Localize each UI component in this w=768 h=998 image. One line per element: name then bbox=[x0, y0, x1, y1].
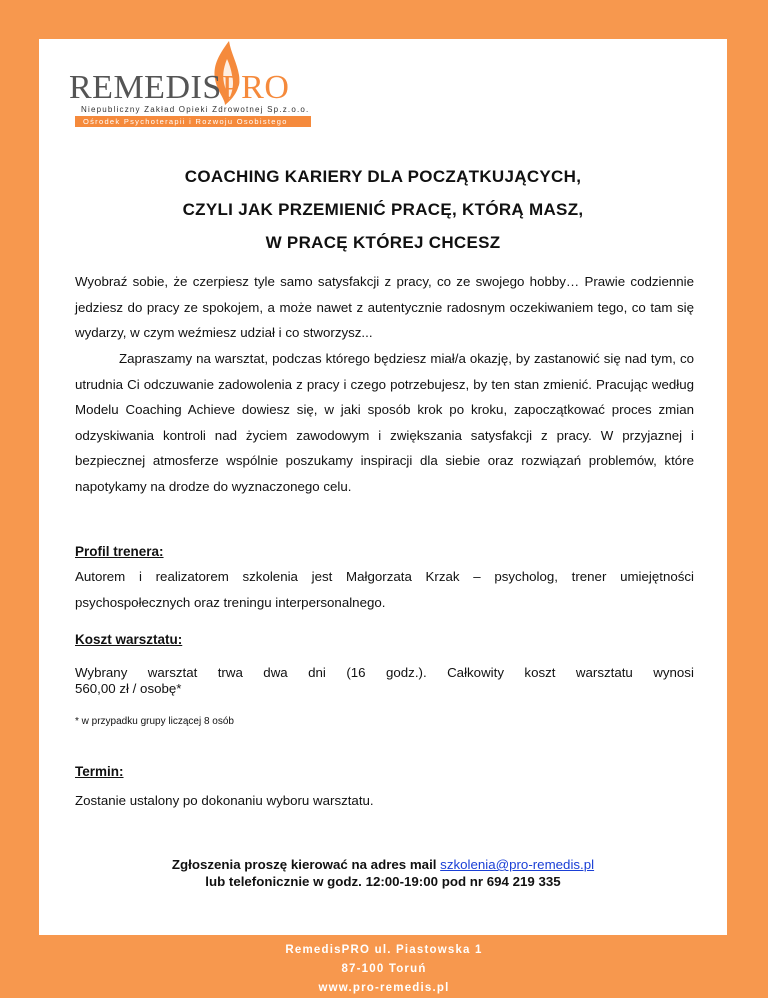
intro-paragraph-1: Wyobraź sobie, że czerpiesz tyle samo satysfakcji z pracy, co ze swojego hobby… Prawie codziennie jedziesz do pracy ze spokojem, a może nawet z autentycznie radosnym oczekiwaniem tego, co tam się wydarzy, w czym weźmiesz udział i co stworzysz... bbox=[75, 274, 694, 341]
logo-brand-part2: PRO bbox=[221, 69, 290, 106]
title-line-3: W PRACĘ KTÓREJ CHCESZ bbox=[265, 233, 501, 252]
document-page bbox=[39, 39, 727, 935]
contact-block bbox=[39, 856, 727, 890]
termin-heading: Termin: bbox=[75, 764, 124, 779]
footer-website: www.pro-remedis.pl bbox=[318, 982, 450, 994]
koszt-word: koszt bbox=[524, 665, 556, 680]
logo-subtitle: Niepubliczny Zakład Opieki Zdrowotnej Sp.z.o.o. bbox=[81, 105, 310, 114]
company-logo bbox=[69, 41, 329, 131]
contact-prefix: Zgłoszenia proszę kierować na adres mail bbox=[171, 857, 441, 872]
koszt-price: 560,00 zł / osobę* bbox=[75, 681, 182, 696]
logo-wordmark bbox=[69, 71, 289, 105]
koszt-word: godz.). bbox=[385, 665, 427, 680]
koszt-word: trwa bbox=[217, 665, 243, 680]
email-link[interactable]: szkolenia@pro-remedis.pl bbox=[440, 857, 595, 872]
koszt-heading: Koszt warsztatu: bbox=[75, 632, 183, 647]
termin-text: Zostanie ustalony po dokonaniu wyboru warsztatu. bbox=[75, 793, 374, 808]
profil-text: Autorem i realizatorem szkolenia jest Małgorzata Krzak – psycholog, trener umiejętności psychospołecznych oraz treningu interpersonalnego. bbox=[75, 569, 694, 610]
koszt-word: warsztat bbox=[147, 665, 198, 680]
koszt-word: dni bbox=[308, 665, 326, 680]
footer-line-2: 87-100 Toruń bbox=[341, 963, 427, 975]
koszt-word: dwa bbox=[263, 665, 288, 680]
koszt-word: wynosi bbox=[653, 665, 694, 680]
contact-line-2: lub telefonicznie w godz. 12:00-19:00 pod nr 694 219 335 bbox=[205, 874, 561, 889]
koszt-word: Wybrany bbox=[75, 665, 128, 680]
koszt-line-1 bbox=[75, 665, 694, 681]
footer-line-1: RemedisPRO ul. Piastowska 1 bbox=[285, 944, 483, 956]
logo-tagline-bar: Ośrodek Psychoterapii i Rozwoju Osobistego bbox=[75, 116, 311, 127]
koszt-word: warsztatu bbox=[575, 665, 633, 680]
intro-paragraph-2: Zapraszamy na warsztat, podczas którego będziesz miał/a okazję, by zastanowić się nad tym, co utrudnia Ci odczuwanie zadowolenia z pracy i czego potrzebujesz, by ten stan zmienić. Pracując według Modelu Coaching Achieve dowiesz się, w jaki sposób krok po kroku, zapoczątkować proces zmian odzyskiwania kontroli nad życiem zawodowym i zwiększania satysfakcji z pracy. W przyjaznej i bezpiecznej atmosferze wspólnie poszukamy inspiracji dla siebie oraz rozwiązań problemów, które napotykamy na drodze do wyznaczonego celu. bbox=[75, 351, 694, 494]
profil-heading: Profil trenera: bbox=[75, 544, 164, 559]
koszt-word: (16 bbox=[346, 665, 366, 680]
footer-address bbox=[0, 941, 768, 998]
koszt-word: Całkowity bbox=[447, 665, 504, 680]
logo-brand-part1: REMEDIS bbox=[69, 69, 222, 106]
koszt-text bbox=[75, 665, 694, 697]
title-line-2: CZYLI JAK PRZEMIENIĆ PRACĘ, KTÓRĄ MASZ, bbox=[182, 200, 584, 219]
title-line-1: COACHING KARIERY DLA POCZĄTKUJĄCYCH, bbox=[184, 167, 582, 186]
koszt-footnote: * w przypadku grupy liczącej 8 osób bbox=[75, 716, 234, 727]
contact-line-1 bbox=[39, 856, 727, 873]
